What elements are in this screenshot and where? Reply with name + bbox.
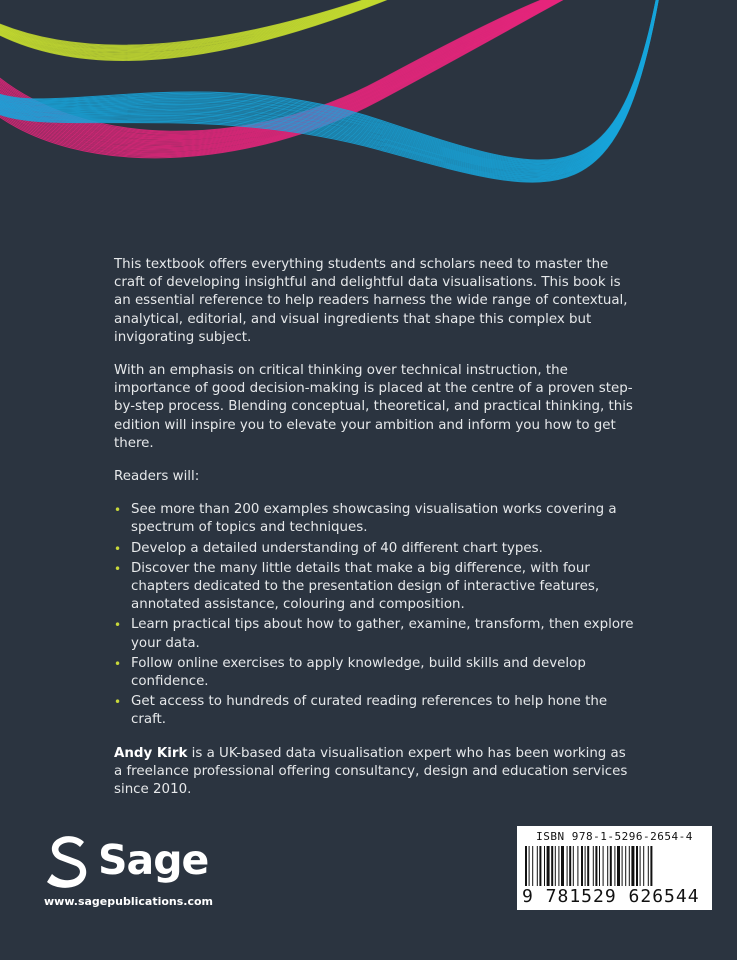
list-item: • Follow online exercises to apply knowledge, build skills and develop confidence. bbox=[114, 655, 586, 690]
readers-intro: Readers will: bbox=[114, 469, 200, 485]
isbn-barcode bbox=[517, 826, 712, 910]
decorative-wave-graphic bbox=[0, 0, 737, 240]
bullet-icon: • bbox=[114, 561, 122, 576]
bullet-icon: • bbox=[114, 695, 122, 710]
author-bio-text: is a UK-based data visualisation expert who has been working as a freelance professional offering consultancy, design and education services since 2010. bbox=[114, 745, 628, 798]
publisher-url[interactable]: www.sagepublications.com bbox=[44, 895, 214, 908]
isbn-digits: 9 781529 626544 bbox=[522, 886, 700, 907]
publisher-name: Sage bbox=[98, 836, 209, 884]
author-bio bbox=[114, 745, 634, 800]
isbn-label: ISBN 978-1-5296-2654-4 bbox=[536, 830, 693, 843]
publisher-logo bbox=[44, 832, 244, 892]
cyan-wave-band bbox=[0, 0, 660, 182]
bullet-icon: • bbox=[114, 656, 122, 671]
back-cover-text bbox=[114, 256, 634, 814]
list-item: • Develop a detailed understanding of 40 different chart types. bbox=[114, 540, 634, 558]
bullet-icon: • bbox=[114, 541, 122, 556]
author-name: Andy Kirk bbox=[114, 745, 188, 761]
list-item: • See more than 200 examples showcasing visualisation works covering a spectrum of topics and techniques. bbox=[114, 502, 617, 536]
list-item: • Discover the many little details that make a big difference, with four chapters dedicated to the presentation design of interactive features, annotated assistance, colouring and composition. bbox=[114, 560, 600, 613]
description-paragraph-1: This textbook offers everything students and scholars need to master the craft of developing insightful and delightful data visualisations. This book is an essential reference to help readers harness the wide range of contextual, analytical, editorial, and visual ingredients that shape this complex but invigorating subject. bbox=[114, 257, 628, 345]
bullet-icon: • bbox=[114, 503, 122, 518]
bullet-icon: • bbox=[114, 618, 122, 633]
list-item: • Learn practical tips about how to gather, examine, transform, then explore your data. bbox=[114, 617, 634, 651]
lime-wave-band bbox=[0, 0, 420, 60]
description-paragraph-2: With an emphasis on critical thinking over technical instruction, the importance of good decision-making is placed at the centre of a proven step-by-step process. Blending conceptual, theoretical, and practical thinking, this edition will inspire you to elevate your ambition and inform you how to get there. bbox=[114, 363, 633, 451]
sage-s-mark-icon bbox=[44, 832, 94, 888]
list-item: • Get access to hundreds of curated reading references to help hone the craft. bbox=[114, 694, 608, 728]
readers-bullet-list bbox=[114, 501, 634, 729]
